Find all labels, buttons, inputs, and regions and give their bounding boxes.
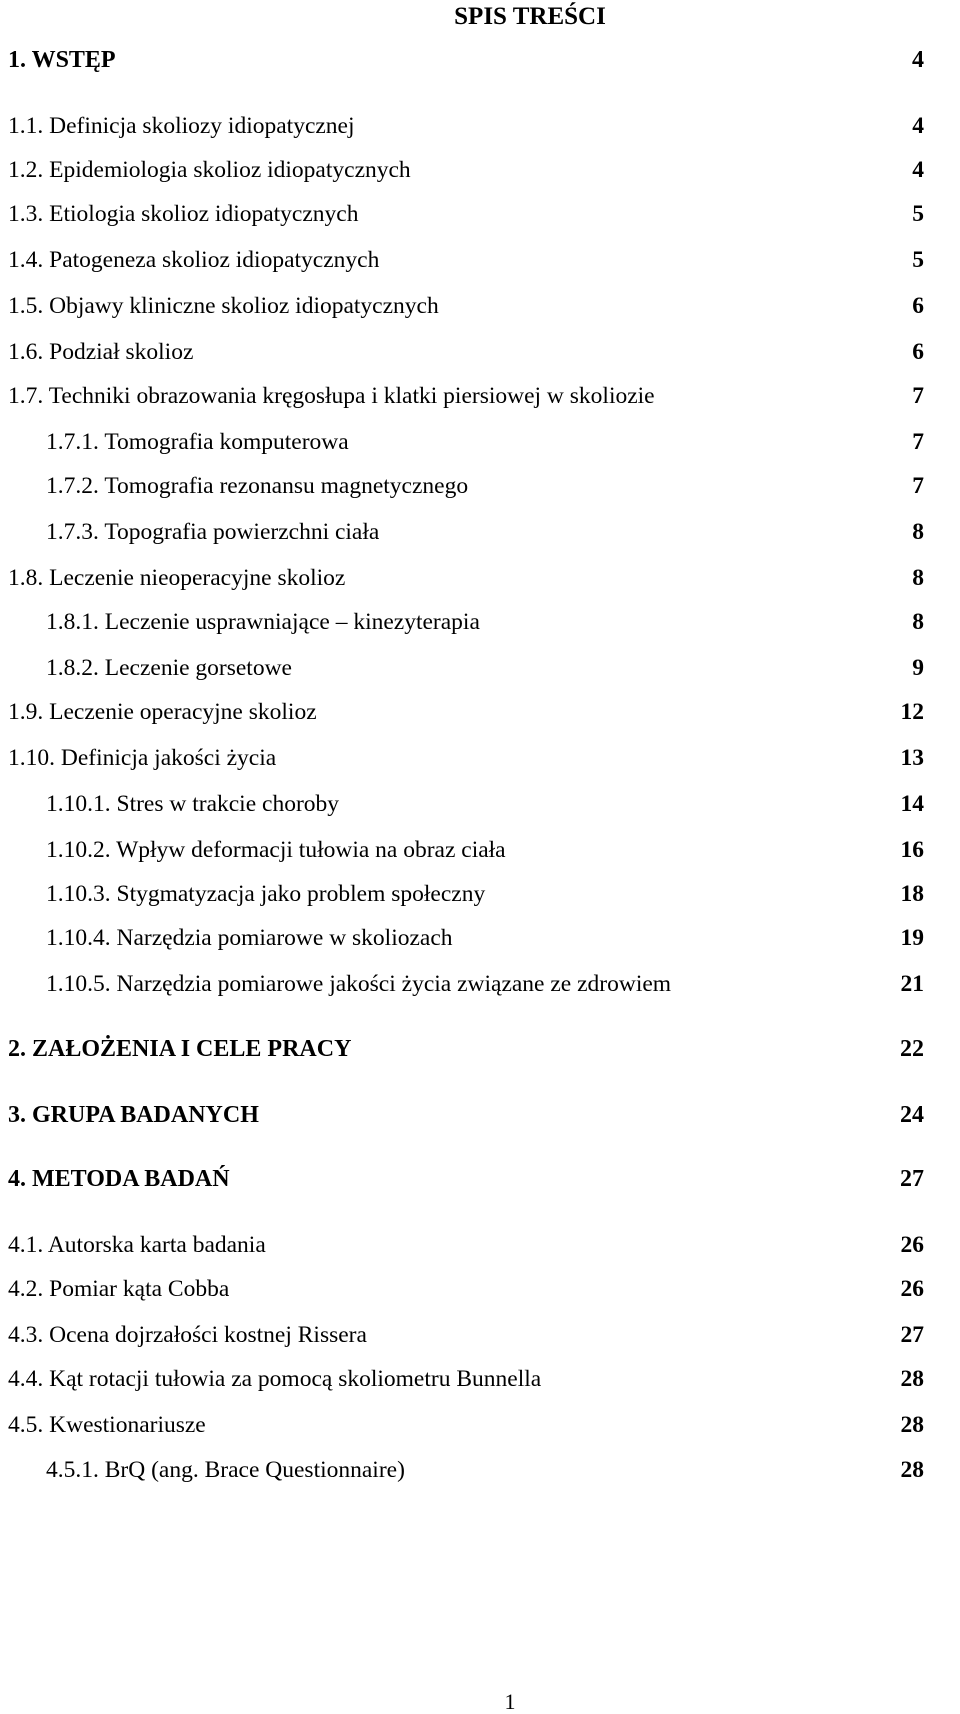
toc-entry-page: 8 [912,565,924,591]
toc-entry-title: 1.7. Techniki obrazowania kręgosłupa i klatki piersiowej w skoliozie [8,383,655,409]
toc-entry-title: 1.6. Podział skolioz [8,339,194,365]
toc-entry [0,1274,960,1304]
toc-entry-page: 8 [912,519,924,545]
toc-entry-title: 1.2. Epidemiologia skolioz idiopatycznych [8,157,411,183]
toc-entry-page: 5 [912,247,924,273]
toc-entry-page: 21 [900,971,924,997]
toc-entry-title: 4.5. Kwestionariusze [8,1412,206,1438]
toc-entry [0,1100,960,1130]
toc-entry-page: 7 [912,383,924,409]
toc-entry-title: 3. GRUPA BADANYCH [8,1102,259,1128]
toc-entry-title: 4.1. Autorska karta badania [8,1232,266,1258]
toc-entry-title: 1.10.3. Stygmatyzacja jako problem społeczny [46,881,486,907]
toc-entry-page: 19 [900,925,924,951]
toc-entry-page: 22 [900,1036,924,1062]
toc-entry [0,879,960,909]
toc-entry-page: 13 [900,745,924,771]
toc-entry-page: 28 [900,1457,924,1483]
toc-entry-page: 26 [900,1276,924,1302]
toc-entry-title: 1.7.2. Tomografia rezonansu magnetycznego [46,473,469,499]
toc-entry [0,1320,960,1350]
toc-entry-title: 1.10.4. Narzędzia pomiarowe w skoliozach [46,925,453,951]
toc-entry [0,245,960,275]
toc-entry [0,291,960,321]
toc-entry [0,607,960,637]
toc-entry [0,1164,960,1194]
toc-entry-page: 4 [912,157,924,183]
toc-entry-title: 4.5.1. BrQ (ang. Brace Questionnaire) [46,1457,405,1483]
toc-entry [0,199,960,229]
toc-entry-page: 24 [900,1102,924,1128]
toc-entry-title: 1.10.2. Wpływ deformacji tułowia na obraz ciała [46,837,506,863]
page-number: 1 [504,1689,516,1714]
toc-entry-title: 1. WSTĘP [8,47,116,73]
toc-entry [0,1410,960,1440]
toc-entry-page: 7 [912,473,924,499]
toc-entry-page: 27 [900,1322,924,1348]
toc-entry [0,45,960,75]
toc-entry-page: 5 [912,201,924,227]
toc-entry [0,743,960,773]
toc-entry [0,1364,960,1394]
toc-entry-page: 16 [900,837,924,863]
toc-entry [0,697,960,727]
toc-entry-page: 6 [912,339,924,365]
toc-entry-page: 14 [900,791,924,817]
toc-entry-title: 1.8.1. Leczenie usprawniające – kinezyterapia [46,609,480,635]
toc-entry-title: 1.1. Definicja skoliozy idiopatycznej [8,113,355,139]
toc-entry [0,337,960,367]
toc-entry [0,1455,960,1485]
toc-entry-title: 1.10. Definicja jakości życia [8,745,277,771]
toc-entry-title: 4.3. Ocena dojrzałości kostnej Rissera [8,1322,367,1348]
toc-entry-title: 1.3. Etiologia skolioz idiopatycznych [8,201,359,227]
toc-entry-page: 9 [912,655,924,681]
toc-entry-page: 26 [900,1232,924,1258]
toc-entry-title: 1.10.1. Stres w trakcie choroby [46,791,340,817]
toc-entry [0,835,960,865]
toc-entry [0,653,960,683]
toc-entry [0,427,960,457]
toc-entry [0,789,960,819]
toc-entry-title: 1.7.3. Topografia powierzchni ciała [46,519,380,545]
toc-entry-title: 1.9. Leczenie operacyjne skolioz [8,699,317,725]
toc-entry-page: 4 [912,113,924,139]
toc-entry-page: 4 [912,47,924,73]
toc-entry [0,471,960,501]
toc-entry [0,969,960,999]
toc-entry-title: 1.7.1. Tomografia komputerowa [46,429,349,455]
toc-entry-title: 1.8.2. Leczenie gorsetowe [46,655,292,681]
toc-entry [0,111,960,141]
toc-entry [0,155,960,185]
toc-entry-title: 1.8. Leczenie nieoperacyjne skolioz [8,565,346,591]
toc-entry-title: 4.4. Kąt rotacji tułowia za pomocą skoliometru Bunnella [8,1366,542,1392]
toc-entry [0,1230,960,1260]
toc-entry [0,923,960,953]
toc-entry-page: 27 [900,1166,924,1192]
toc-entry-title: 4.2. Pomiar kąta Cobba [8,1276,230,1302]
toc-entry-title: 1.10.5. Narzędzia pomiarowe jakości życia związane ze zdrowiem [46,971,672,997]
page-title: SPIS TREŚCI [454,3,606,30]
toc-entry-page: 28 [900,1366,924,1392]
toc-entry-page: 8 [912,609,924,635]
toc-entry [0,1034,960,1064]
toc-entry-page: 7 [912,429,924,455]
toc-entry-title: 2. ZAŁOŻENIA I CELE PRACY [8,1036,352,1062]
toc-entry-page: 12 [900,699,924,725]
toc-entry-page: 6 [912,293,924,319]
toc-entry-title: 4. METODA BADAŃ [8,1166,230,1192]
toc-entry-title: 1.5. Objawy kliniczne skolioz idiopatycznych [8,293,439,319]
toc-entry [0,563,960,593]
toc-entry-page: 28 [900,1412,924,1438]
toc-entry [0,517,960,547]
toc-entry-title: 1.4. Patogeneza skolioz idiopatycznych [8,247,380,273]
toc-entry-page: 18 [900,881,924,907]
toc-entry [0,381,960,411]
